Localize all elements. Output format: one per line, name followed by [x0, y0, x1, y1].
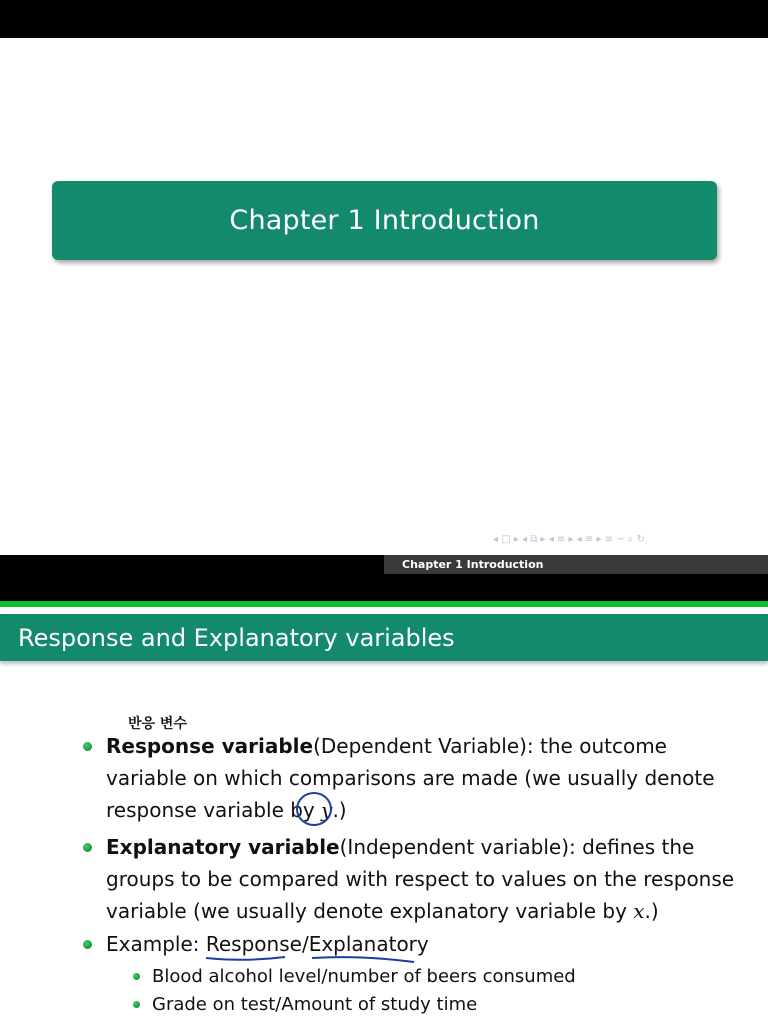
- handwritten-note: 반응 변수: [128, 716, 187, 732]
- bullet-text: (Independent variable): defines the: [339, 835, 695, 859]
- bullet-text: response variable by: [106, 798, 322, 822]
- bullet-text: variable (we usually denote explanatory variable by: [106, 899, 634, 923]
- beamer-navigation-icons[interactable]: ◂ □ ▸ ◂ ⧉ ▸ ◂ ≡ ▸ ◂ ≡ ▸ ≡ ∽ ⌕ ↻: [493, 534, 645, 545]
- example-label: Example:: [106, 932, 206, 956]
- sub-bullet-icon: [133, 973, 140, 980]
- sub-item: Grade on test/Amount of study time: [152, 994, 478, 1015]
- example-explanatory: Explanatory: [308, 932, 429, 956]
- term-explanatory: Explanatory variable: [106, 835, 340, 859]
- sub-bullet-icon: [133, 1001, 140, 1008]
- frame-title: Response and Explanatory variables: [18, 623, 455, 652]
- bullet-explanatory-line2: groups to be compared with respect to values on the response: [106, 867, 735, 891]
- bullet-text: .): [332, 798, 347, 822]
- math-y: y: [321, 798, 333, 822]
- example-sep: /: [301, 932, 309, 956]
- bullet-text: .): [644, 899, 659, 923]
- term-response: Response variable: [106, 734, 314, 758]
- math-x: x: [633, 899, 645, 923]
- sub-item: Blood alcohol level/number of beers consumed: [152, 966, 576, 987]
- bullet-response-line2: variable on which comparisons are made (we usually denote: [106, 766, 715, 790]
- slide-title: Chapter 1 Introduction: [229, 205, 540, 236]
- example-response: Response: [205, 932, 302, 956]
- bullet-text: (Dependent Variable): the outcome: [313, 734, 667, 758]
- section-header-text: Chapter 1 Introduction: [402, 558, 544, 571]
